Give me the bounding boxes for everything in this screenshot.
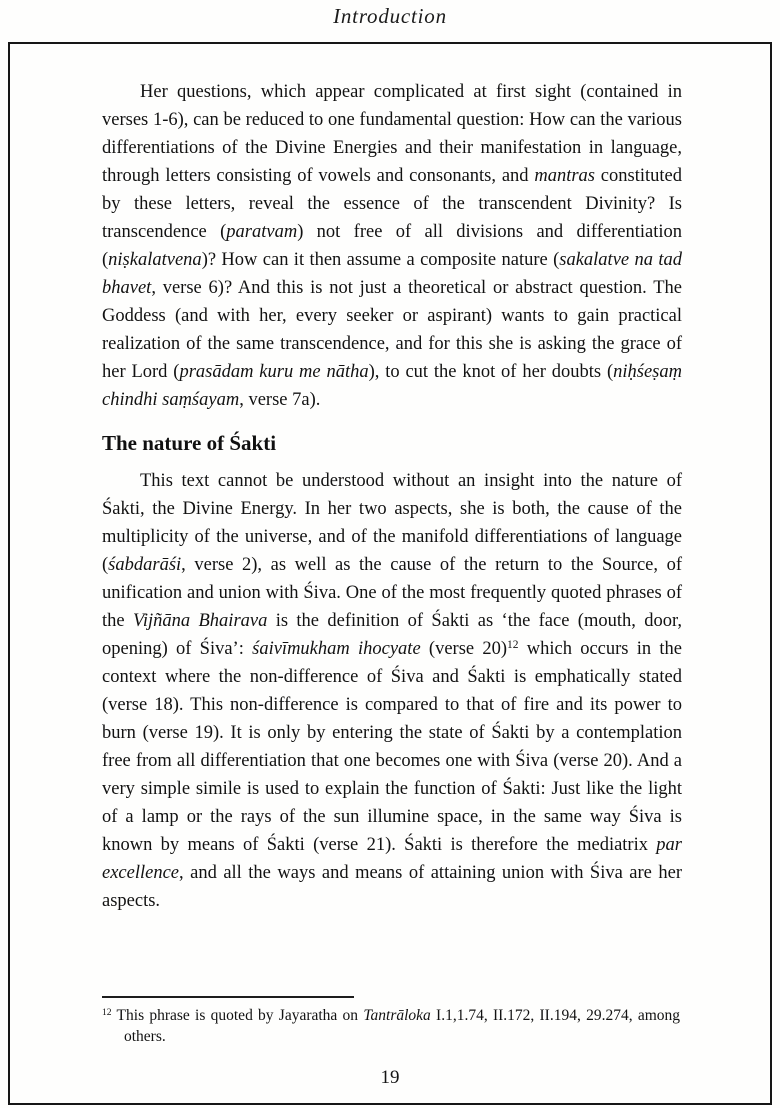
running-head: Introduction <box>333 4 447 28</box>
paragraph-2 <box>102 467 682 915</box>
text-run: ) not free of all divisions and differentiation ( <box>102 222 682 270</box>
page-border-frame <box>8 42 772 1105</box>
italic-text-run: Tantrāloka <box>363 1007 431 1024</box>
italic-text-run: Vijñāna Bhairava <box>132 611 268 631</box>
italic-text-run: śaivīmukham ihocyate <box>252 639 421 659</box>
body-text <box>10 44 770 915</box>
paragraph-1 <box>102 78 682 414</box>
footnote <box>102 1005 680 1047</box>
footnote-marker: 12 <box>507 639 519 652</box>
text-run: I.1,1.74, II.172, II.194, 29.274, among others. <box>124 1007 680 1045</box>
text-run: , verse 2), as well as the cause of the return to the Source, of unification and union with Śiva. One of the most frequently quoted phrases of the <box>102 555 682 631</box>
footnote-marker: 12 <box>102 1007 112 1019</box>
italic-text-run: paratvam <box>226 222 298 242</box>
section-heading: The nature of Śakti <box>102 431 277 455</box>
text-run: , verse 6)? And this is not just a theoretical or abstract question. The Goddess (and with her, every seeker or aspirant) wants to gain practical realization of the same transcendence, and for this she is asking the grace of her Lord ( <box>102 278 682 382</box>
text-run: This text cannot be understood without an insight into the nature of Śakti, the Divine Energy. In her two aspects, she is both, the cause of the multiplicity of the universe, and of the manifold differentiations of language ( <box>102 471 682 575</box>
italic-text-run: sakalatve na tad bhavet <box>102 250 682 298</box>
text-run: is the definition of Śakti as ‘the face (mouth, door, opening) of Śiva’: <box>102 611 683 659</box>
italic-text-run: niḥśeṣaṃ chindhi saṃśayam <box>102 362 682 410</box>
italic-text-run: par excellence <box>102 835 682 883</box>
footnote-rule <box>102 996 354 998</box>
italic-text-run: niṣkalatvena <box>108 250 202 270</box>
text-run: which occurs in the context where the non-difference of Śiva and Śakti is emphatically stated (verse 18). This non-difference is compared to that of fire and its power to burn (verse 19). It is only by entering the state of Śakti by a contemplation free from all differentiation that one becomes one with Śiva (verse 20). And a very simple simile is used to explain the function of Śakti: Just like the light of a lamp or the rays of the sun illumine space, in the same way Śiva is known by means of Śakti (verse 21). Śakti is therefore the mediatrix <box>102 639 682 855</box>
text-run: , and all the ways and means of attaining union with Śiva are her aspects. <box>102 863 682 911</box>
text-run: )? How can it then assume a composite nature ( <box>201 250 560 270</box>
page-number: 19 <box>380 1067 400 1088</box>
footnote-area <box>102 996 680 1047</box>
text-run: , verse 7a). <box>239 390 321 410</box>
italic-text-run: prasādam kuru me nātha <box>179 362 369 382</box>
text-run: Her questions, which appear complicated at first sight (contained in verses 1-6), can be reduced to one fundamental question: How can the various differentiations of the Divine Energies and their manifestation in language, through letters consisting of vowels and consonants, and <box>102 82 682 186</box>
text-run: (verse 20) <box>420 639 508 659</box>
text-run: constituted by these letters, reveal the essence of the transcendent Divinity? Is transcendence ( <box>102 166 682 242</box>
italic-text-run: mantras <box>534 166 595 186</box>
text-run: ), to cut the knot of her doubts ( <box>368 362 614 382</box>
text-run: This phrase is quoted by Jayaratha on <box>111 1007 364 1024</box>
italic-text-run: śabdarāśi <box>108 555 182 575</box>
